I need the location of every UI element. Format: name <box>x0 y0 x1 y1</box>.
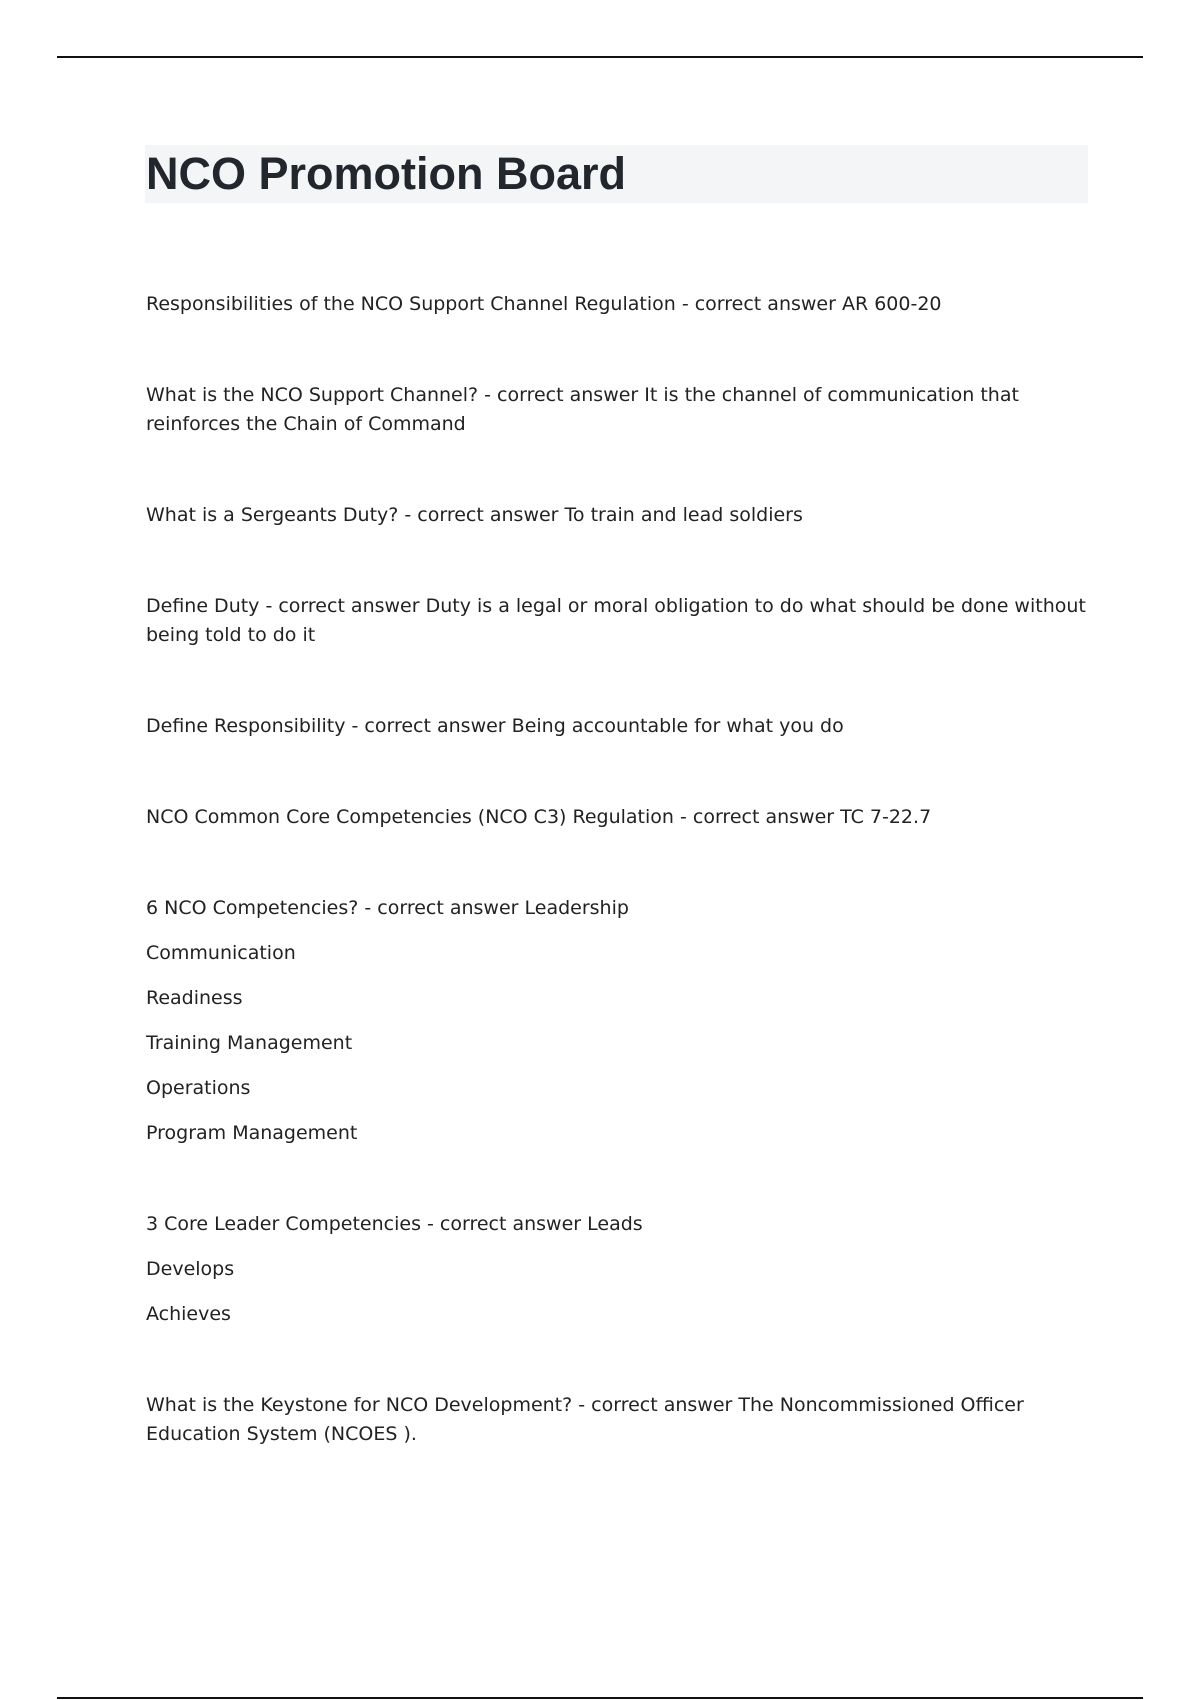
qa-entry <box>146 381 1088 439</box>
page-title: NCO Promotion Board <box>146 148 626 199</box>
qa-text: Define Duty - correct answer Duty is a legal or moral obligation to do what should be done without being told to do it <box>146 595 1086 646</box>
qa-entry <box>146 803 1088 832</box>
qa-text: NCO Common Core Competencies (NCO C3) Regulation - correct answer TC 7-22.7 <box>146 806 932 828</box>
footer-rule <box>57 1697 1143 1699</box>
answer-line: Readiness <box>146 987 243 1009</box>
qa-text: 3 Core Leader Competencies - correct answer Leads <box>146 1213 643 1235</box>
qa-entry <box>146 290 1088 319</box>
qa-entry <box>146 592 1088 650</box>
qa-entry <box>146 1391 1088 1449</box>
answer-line: Achieves <box>146 1303 231 1325</box>
answer-line: Operations <box>146 1077 251 1099</box>
qa-text: 6 NCO Competencies? - correct answer Leadership <box>146 897 629 919</box>
answer-line: Program Management <box>146 1122 358 1144</box>
qa-text: What is the Keystone for NCO Development? - correct answer The Noncommissioned Officer Education System (NCOES ). <box>146 1394 1024 1445</box>
qa-entry <box>146 894 1088 1148</box>
header-rule <box>57 56 1143 58</box>
qa-entry <box>146 1210 1088 1329</box>
answer-line: Develops <box>146 1258 235 1280</box>
answer-line: Communication <box>146 942 296 964</box>
answer-line: Training Management <box>146 1032 353 1054</box>
qa-text: Responsibilities of the NCO Support Channel Regulation - correct answer AR 600-20 <box>146 293 942 315</box>
qa-text: What is a Sergeants Duty? - correct answer To train and lead soldiers <box>146 504 803 526</box>
qa-entry <box>146 501 1088 530</box>
qa-text: What is the NCO Support Channel? - correct answer It is the channel of communication that reinforces the Chain of Command <box>146 384 1019 435</box>
qa-entry <box>146 712 1088 741</box>
document-body <box>146 290 1088 1511</box>
qa-text: Define Responsibility - correct answer Being accountable for what you do <box>146 715 844 737</box>
